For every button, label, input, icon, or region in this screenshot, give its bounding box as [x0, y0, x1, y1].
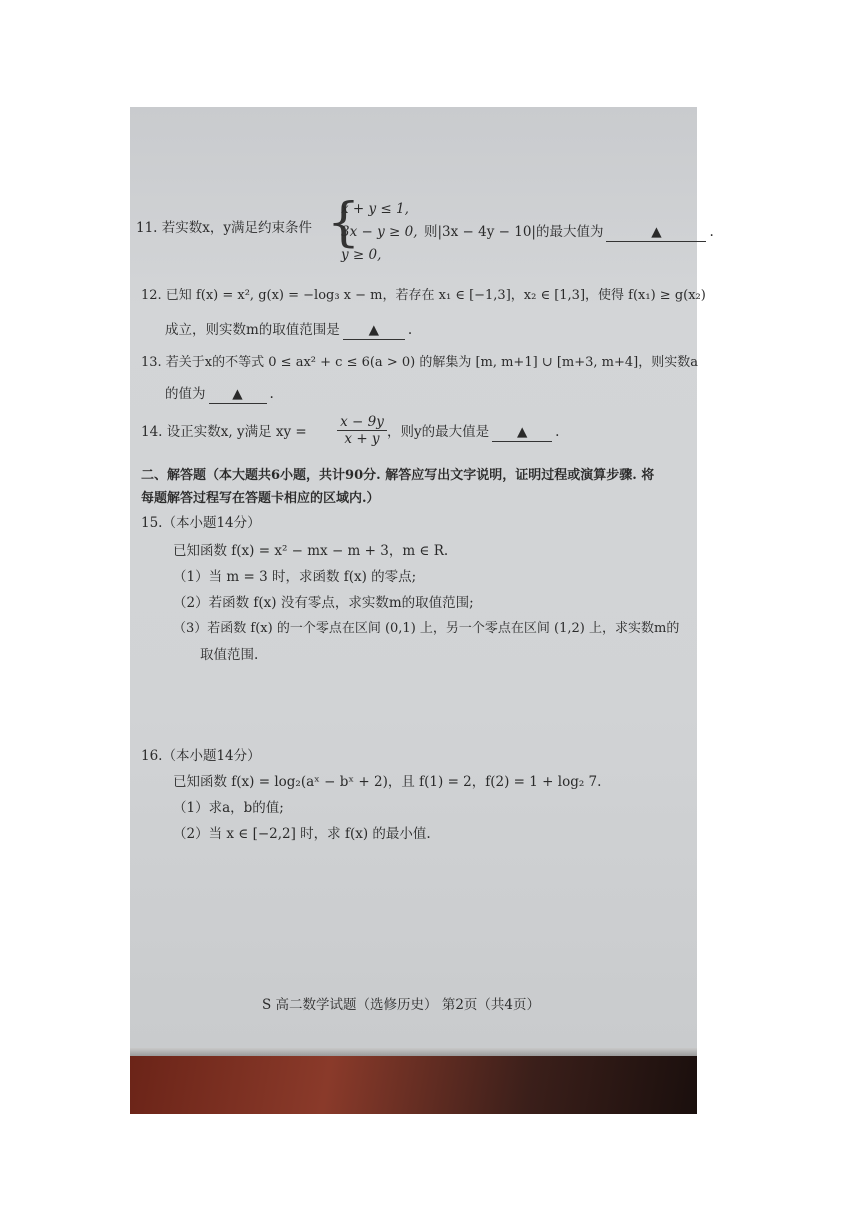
- q11-constraint-2: 3x − y ≥ 0,: [341, 224, 418, 240]
- q14-answer-blank: ▲: [492, 423, 552, 442]
- section2-line2: 每题解答过程写在答题卡相应的区域内.）: [141, 491, 380, 506]
- q14-numerator: x − 9y: [337, 414, 387, 431]
- q11-suffix-text: 则|3x − 4y − 10|的最大值为: [424, 224, 604, 240]
- section2-line1: 二、解答题（本大题共6小题，共计90分. 解答应写出文字说明，证明过程或演算步骤. 将: [141, 468, 655, 483]
- q12-line1: 12. 已知 f(x) = x², g(x) = −log₃ x − m，若存在 x₁ ∈ [−1,3]，x₂ ∈ [1,3]，使得 f(x₁) ≥ g(x₂): [141, 288, 706, 303]
- table-surface: [130, 1056, 697, 1114]
- q14-suffix: ，则y的最大值是 ▲ .: [387, 424, 560, 440]
- q16-part1: （1）求a，b的值;: [173, 800, 284, 816]
- q15-header: 15.（本小题14分）: [141, 515, 261, 531]
- q16-given: 已知函数 f(x) = log₂(aˣ − bˣ + 2)，且 f(1) = 2，f(2) = 1 + log₂ 7.: [173, 774, 602, 790]
- q13-line1: 13. 若关于x的不等式 0 ≤ ax² + c ≤ 6(a > 0) 的解集为 [m, m+1] ∪ [m+3, m+4]，则实数a: [141, 355, 698, 370]
- q11-constraint-1: x + y ≤ 1,: [341, 201, 409, 217]
- q11-answer-blank: ▲: [606, 223, 706, 242]
- q15-part3b: 取值范围.: [200, 647, 259, 663]
- q14-fraction: [337, 414, 387, 447]
- page-footer: S 高二数学试题（选修历史） 第2页（共4页）: [262, 997, 541, 1013]
- q11-suffix: 则|3x − 4y − 10|的最大值为 ▲ .: [424, 224, 714, 240]
- q15-part1: （1）当 m = 3 时，求函数 f(x) 的零点;: [173, 569, 417, 585]
- q16-header: 16.（本小题14分）: [141, 748, 261, 764]
- q15-part3a: （3）若函数 f(x) 的一个零点在区间 (0,1) 上，另一个零点在区间 (1,2) 上，求实数m的: [173, 621, 680, 636]
- q16-part2: （2）当 x ∈ [−2,2] 时，求 f(x) 的最小值.: [173, 826, 431, 842]
- q12-answer-blank: ▲: [343, 321, 405, 340]
- q11-constraint-3: y ≥ 0,: [341, 247, 382, 263]
- q11-prefix: 11. 若实数x，y满足约束条件: [136, 220, 313, 236]
- q13-line2-text: 的值为: [165, 386, 206, 402]
- paper-edge: [130, 1048, 697, 1056]
- q14-denominator: x + y: [344, 431, 380, 447]
- q13-line2: 的值为 ▲ .: [165, 386, 274, 402]
- q14-suffix-text: ，则y的最大值是: [387, 424, 490, 440]
- q12-line2: 成立，则实数m的取值范围是 ▲ .: [165, 322, 413, 338]
- q15-part2: （2）若函数 f(x) 没有零点，求实数m的取值范围;: [173, 595, 474, 611]
- q12-line2-text: 成立，则实数m的取值范围是: [165, 322, 340, 338]
- constraint-brace: {: [327, 193, 361, 253]
- q14-prefix: 14. 设正实数x, y满足 xy =: [141, 424, 307, 440]
- q15-given: 已知函数 f(x) = x² − mx − m + 3，m ∈ R.: [173, 543, 449, 559]
- q13-answer-blank: ▲: [209, 385, 267, 404]
